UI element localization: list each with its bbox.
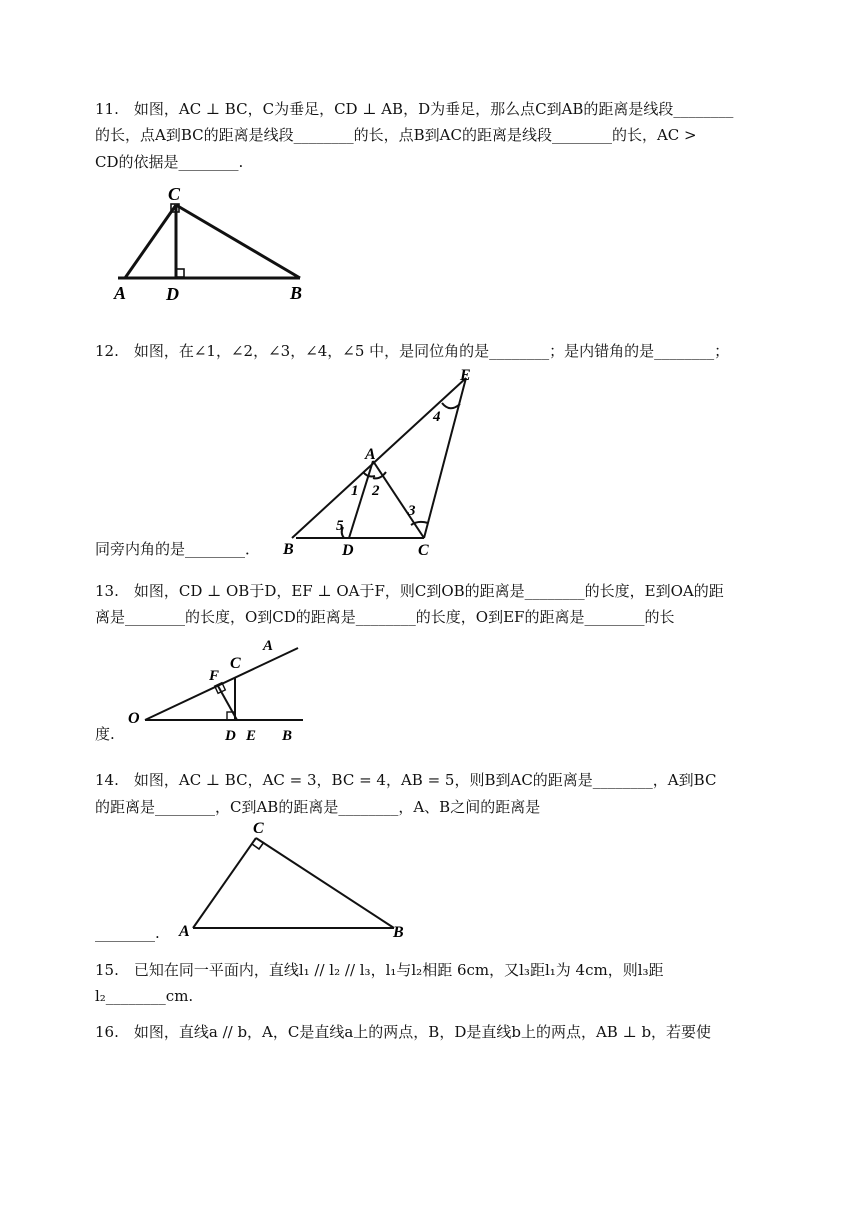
q13-label-d: D (225, 728, 236, 744)
q11-line-1: 11. 如图，AC ⊥ BC，C为垂足，CD ⊥ AB，D为垂足，那么点C到AB的距离是线段________ (95, 100, 734, 118)
q14-label-c: C (253, 820, 264, 837)
q11-label-d: D (166, 284, 179, 304)
q14-line-3: ________. (95, 924, 160, 942)
q13-label-o: O (128, 710, 140, 727)
q12-angle-4: 4 (433, 409, 441, 425)
q12-angle-2: 2 (372, 483, 380, 499)
q12-label-c: C (418, 542, 429, 559)
q13-label-c: C (230, 655, 241, 672)
q13-label-b: B (282, 728, 293, 744)
q13-label-a: A (263, 638, 274, 654)
q14-line-2: 的距离是________，C到AB的距离是________，A、B之间的距离是 (95, 798, 541, 816)
q13-line-2: 离是________的长度，O到CD的距离是________的长度，O到EF的距离是________的长 (95, 608, 675, 626)
q13-label-f: F (209, 668, 220, 684)
q11-line-3: CD的依据是________. (95, 153, 244, 171)
q12-angle-5: 5 (336, 518, 344, 534)
q12-label-a: A (365, 446, 376, 463)
q15-line-2: l₂________cm. (95, 987, 194, 1005)
q13-label-e: E (246, 728, 257, 744)
q12-line-1: 12. 如图，在∠1，∠2，∠3，∠4，∠5 中，是同位角的是________；是内错角的是________； (95, 342, 730, 360)
q12-line-2: 同旁内角的是________． (95, 540, 261, 558)
q14-line-1: 14. 如图，AC ⊥ BC，AC = 3，BC = 4，AB = 5，则B到AC的距离是________，A到BC (95, 771, 717, 789)
q12-label-e: E (460, 367, 471, 384)
q14-label-b: B (393, 924, 404, 941)
q11-label-a: A (114, 283, 127, 303)
q11-label-c: C (168, 184, 181, 204)
q12-angle-3: 3 (408, 503, 416, 519)
q12-angle-1: 1 (351, 483, 359, 499)
q12-label-d: D (342, 542, 354, 559)
q12-label-b: B (283, 541, 294, 558)
q11-label-b: B (290, 283, 303, 303)
q16-line-1: 16. 如图，直线a // b，A，C是直线a上的两点，B，D是直线b上的两点，AB ⊥ b，若要使 (95, 1023, 712, 1041)
q13-line-1: 13. 如图，CD ⊥ OB于D，EF ⊥ OA于F，则C到OB的距离是________的长度，E到OA的距 (95, 582, 724, 600)
q14-label-a: A (179, 923, 190, 940)
q15-line-1: 15. 已知在同一平面内，直线l₁ // l₂ // l₃，l₁与l₂相距 6cm，又l₃距l₁为 4cm，则l₃距 (95, 961, 664, 979)
q11-line-2: 的长，点A到BC的距离是线段________的长，点B到AC的距离是线段________的长，AC > (95, 126, 697, 144)
q13-line-3: 度. (95, 725, 115, 743)
